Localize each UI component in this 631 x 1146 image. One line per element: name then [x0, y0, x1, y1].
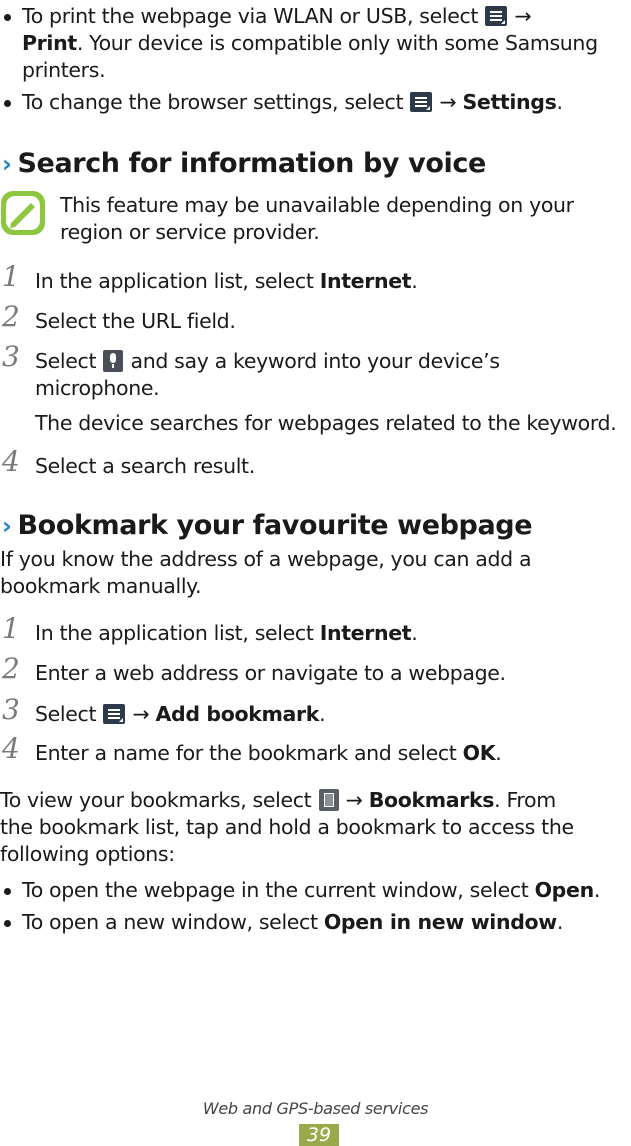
settings-label: Settings [462, 90, 557, 114]
add-bookmark-label: Add bookmark [155, 702, 320, 726]
period: . [495, 741, 502, 765]
step-number: 2 [2, 300, 20, 333]
step-result: The device searches for webpages related to the keyword. [35, 411, 617, 435]
step-text: Enter a web address or navigate to a webpage. [35, 661, 506, 685]
period: . [411, 269, 418, 293]
step-pre: In the application list, select [35, 269, 320, 293]
period: . [593, 878, 600, 902]
view-bookmarks-line2: the bookmark list, tap and hold a bookmark to access the [0, 815, 574, 839]
step-text [35, 348, 500, 375]
menu-icon [410, 92, 432, 112]
period: . [411, 621, 418, 645]
bullet-print-line1 [22, 3, 531, 30]
option-pre: To open a new window, select [22, 910, 324, 934]
note-line2: region or service provider. [60, 220, 320, 244]
bookmarks-icon [319, 789, 339, 811]
step-number: 1 [2, 260, 20, 293]
period: . [556, 90, 563, 114]
section-title: Search for information by voice [17, 148, 486, 179]
arrow-text: → [339, 788, 369, 812]
step-text [35, 620, 417, 647]
ok-label: OK [462, 741, 496, 765]
step-pre: In the application list, select [35, 621, 320, 645]
open-label: Open [534, 878, 594, 902]
bullet-print-line2 [22, 30, 598, 57]
bullet-settings-text: To change the browser settings, select [22, 90, 410, 114]
step-number: 2 [2, 652, 20, 685]
step-text-line2: microphone. [35, 376, 160, 400]
step-pre: Enter a name for the bookmark and select [35, 741, 463, 765]
internet-label: Internet [319, 621, 412, 645]
period: . [556, 910, 564, 934]
internet-label: Internet [319, 269, 412, 293]
footer-section-name: Web and GPS-based services [202, 1099, 429, 1118]
step-post: and say a keyword into your device’s [124, 349, 500, 373]
bookmarks-label: Bookmarks [368, 788, 495, 812]
bullet-print-text: To print the webpage via WLAN or USB, select [22, 4, 485, 28]
arrow-text: → [433, 90, 463, 114]
bullet-dot [4, 920, 11, 927]
open-new-window-label: Open in new window [323, 910, 557, 934]
chevron-icon: › [2, 512, 12, 540]
step-pre: Select [35, 702, 103, 726]
intro-line1: If you know the address of a webpage, you can add a [0, 547, 532, 571]
bullet-dot [4, 100, 11, 107]
period: . [319, 702, 326, 726]
view-pre: To view your bookmarks, select [0, 788, 318, 812]
section-heading-voice-search [2, 148, 486, 180]
chevron-icon: › [2, 150, 12, 178]
step-number: 4 [2, 732, 20, 765]
step-text: Select a search result. [35, 454, 255, 478]
section-title: Bookmark your favourite webpage [17, 510, 533, 541]
bullet-dot [4, 14, 11, 21]
step-number: 3 [2, 693, 20, 726]
arrow-text: → [126, 702, 156, 726]
page-number: 39 [299, 1124, 339, 1146]
section-heading-bookmark [2, 510, 532, 542]
step-text: Select the URL field. [35, 309, 236, 333]
step-text [35, 701, 325, 728]
view-bookmarks-line3: following options: [0, 842, 175, 866]
bullet-print-rest: . Your device is compatible only with some Samsung [76, 31, 598, 55]
view-post: . From [494, 788, 556, 812]
step-number: 1 [2, 612, 20, 645]
print-label: Print [22, 31, 77, 55]
note-line1: This feature may be unavailable depending on your [60, 193, 574, 217]
bullet-print-line3: printers. [22, 58, 106, 82]
menu-icon [485, 6, 507, 26]
step-number: 3 [2, 340, 20, 373]
bullet-settings [22, 89, 563, 116]
note-icon [0, 190, 46, 236]
option-open [22, 877, 600, 904]
arrow-text: → [508, 4, 532, 28]
step-text [35, 740, 501, 767]
view-bookmarks-line1 [0, 787, 556, 814]
intro-line2: bookmark manually. [0, 574, 202, 598]
step-number: 4 [2, 445, 20, 478]
step-pre: Select [35, 349, 103, 373]
option-open-new-window [22, 909, 563, 936]
option-pre: To open the webpage in the current window, select [22, 878, 535, 902]
menu-icon [103, 704, 125, 724]
step-text [35, 268, 417, 295]
bullet-dot [4, 888, 11, 895]
mic-icon [103, 350, 123, 372]
